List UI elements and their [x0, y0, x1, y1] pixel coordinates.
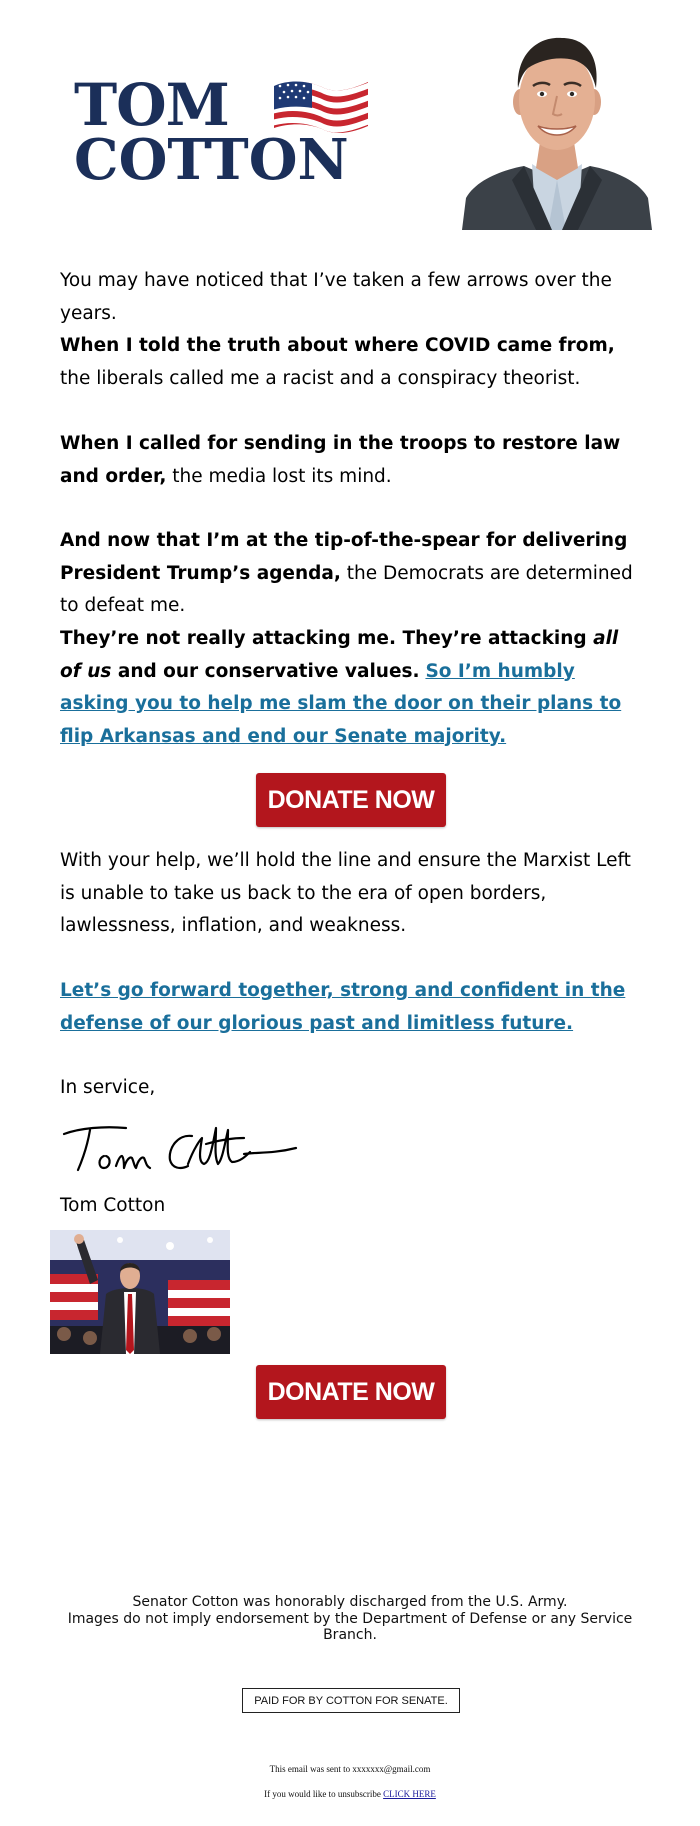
closing-text: In service,	[60, 1077, 156, 1098]
paragraph-agenda	[60, 525, 645, 623]
paragraph-help	[60, 845, 645, 943]
paragraph-covid-rest: the liberals called me a racist and a conspiracy theorist.	[60, 367, 581, 389]
campaign-logo	[74, 72, 374, 192]
paragraph-intro-text: You may have noticed that I’ve taken a few arrows over the years.	[60, 270, 612, 324]
disclaimer-line-1: Senator Cotton was honorably discharged from the U.S. Army.	[132, 1594, 568, 1610]
unsubscribe-prefix: If you would like to unsubscribe	[264, 1789, 384, 1799]
sent-to-notice: This email was sent to xxxxxxx@gmail.com	[269, 1764, 431, 1774]
logo-line-cotton: COTTON	[74, 127, 349, 193]
logo-line-tom: TOM	[74, 71, 229, 139]
unsubscribe-link[interactable]: CLICK HERE	[383, 1789, 436, 1799]
donate-now-button-bottom[interactable]: DONATE NOW	[256, 1365, 446, 1419]
rally-photo	[50, 1230, 230, 1354]
paragraph-covid	[60, 330, 645, 395]
paragraph-covid-bold: When I told the truth about where COVID came from,	[60, 335, 615, 356]
go-forward-link[interactable]: Let’s go forward together, strong and confident in the defense of our glorious past and limitless future.	[60, 980, 626, 1034]
signer-name-text: Tom Cotton	[60, 1195, 166, 1216]
unsubscribe-notice	[0, 1789, 700, 1799]
paragraph-appeal-bold-b: and our conservative values.	[111, 660, 420, 682]
handwritten-signature	[60, 1118, 300, 1178]
paragraph-troops-rest: the media lost its mind.	[166, 465, 392, 487]
paragraph-forward	[60, 975, 645, 1040]
paragraph-appeal-bold-a: They’re not really attacking me. They’re attacking	[60, 628, 594, 649]
donate-now-button[interactable]: DONATE NOW	[256, 773, 446, 827]
candidate-portrait	[462, 30, 652, 230]
paragraph-troops-bold: When I called for sending in the troops to restore law and order,	[60, 433, 621, 487]
american-flag-icon	[272, 78, 370, 134]
closing	[60, 1072, 645, 1105]
paid-for-notice: PAID FOR BY COTTON FOR SENATE.	[242, 1688, 460, 1713]
disclaimer	[60, 1594, 640, 1644]
email-header	[0, 0, 700, 235]
donate-appeal-link[interactable]: So I’m humbly asking you to help me slam the door on their plans to flip Arkansas and end our Senate majority.	[60, 660, 622, 747]
paragraph-help-text: With your help, we’ll hold the line and ensure the Marxist Left is unable to take us back to the era of open borders, lawlessness, inflation, and weakness.	[60, 850, 631, 936]
paragraph-troops	[60, 428, 645, 493]
paragraph-agenda-rest: the Democrats are determined to defeat me.	[60, 562, 633, 616]
disclaimer-line-2: Images do not imply endorsement by the Department of Defense or any Service Branch.	[67, 1610, 633, 1643]
signer-name	[60, 1190, 645, 1223]
paragraph-appeal-italic: all of us	[60, 628, 619, 682]
paragraph-appeal	[60, 623, 645, 753]
paragraph-agenda-bold: And now that I’m at the tip-of-the-spear for delivering President Trump’s agenda,	[60, 530, 628, 584]
paragraph-intro	[60, 265, 645, 330]
